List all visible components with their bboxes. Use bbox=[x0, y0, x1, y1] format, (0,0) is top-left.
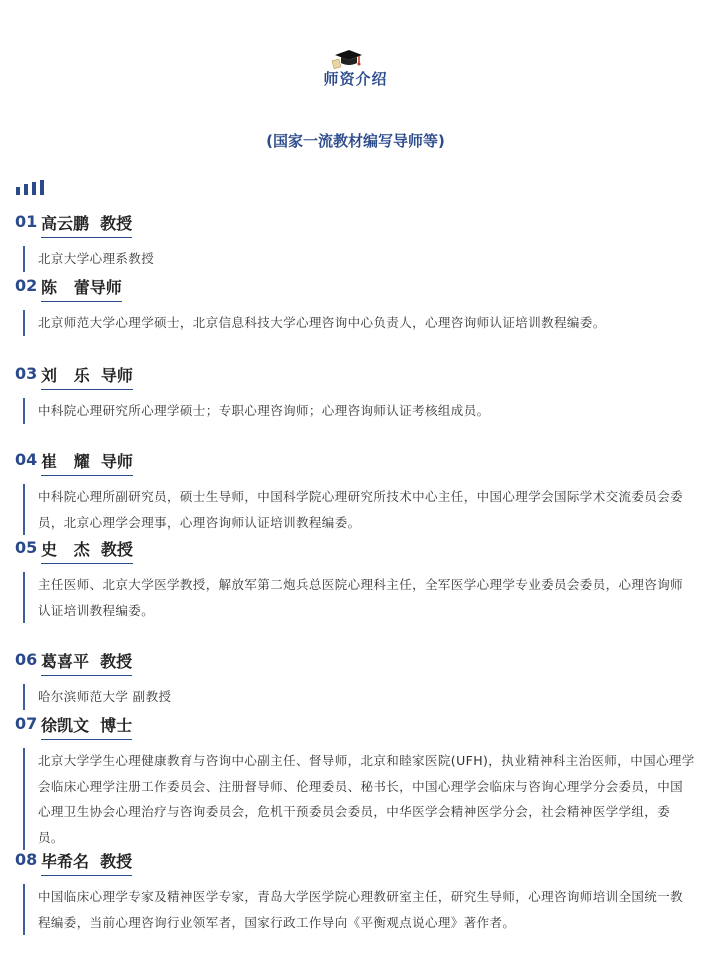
teacher-description: 哈尔滨师范大学 副教授 bbox=[38, 689, 172, 704]
teacher-entry bbox=[15, 274, 695, 336]
teacher-description: 北京大学学生心理健康教育与咨询中心副主任、督导师，北京和睦家医院(UFH)，执业精神科主治医师，中国心理学会临床心理学注册工作委员会、注册督导师、伦理委员、秘书长，中国心理学会临床与咨询心理学分会委员，中国心理卫生协会心理治疗与咨询委员会，危机干预委员会委员，中华医学会精神医学分会，社会精神医学学组，委员。 bbox=[38, 753, 695, 845]
page-subtitle: (国家一流教材编写导师等) bbox=[266, 132, 445, 150]
teacher-entry bbox=[15, 210, 695, 272]
teacher-name: 刘 乐 导师 bbox=[41, 363, 133, 390]
teacher-name: 史 杰 教授 bbox=[41, 537, 133, 564]
teacher-number: 07 bbox=[15, 714, 38, 733]
quote-bar bbox=[23, 572, 25, 623]
teacher-number: 03 bbox=[15, 364, 38, 383]
graduation-cap-icon bbox=[331, 46, 363, 70]
quote-bar bbox=[23, 310, 25, 336]
quote-bar bbox=[23, 884, 25, 935]
teacher-description: 北京师范大学心理学硕士，北京信息科技大学心理咨询中心负责人，心理咨询师认证培训教程编委。 bbox=[38, 315, 606, 330]
teacher-entry bbox=[15, 712, 695, 850]
teacher-number: 05 bbox=[15, 538, 38, 557]
teacher-description: 中国临床心理学专家及精神医学专家，青岛大学医学院心理教研室主任，研究生导师，心理咨询师培训全国统一教程编委，当前心理咨询行业领军者，国家行政工作导向《平衡观点说心理》著作者。 bbox=[38, 889, 684, 930]
teacher-number: 02 bbox=[15, 276, 38, 295]
teacher-entry bbox=[15, 448, 695, 535]
teacher-name: 崔 耀 导师 bbox=[41, 449, 133, 476]
signal-bars-icon bbox=[16, 180, 46, 195]
teacher-entry bbox=[15, 362, 695, 424]
page-title: 师资介绍 bbox=[323, 70, 388, 88]
quote-bar bbox=[23, 246, 25, 272]
teacher-entry bbox=[15, 648, 695, 710]
quote-bar bbox=[23, 748, 25, 850]
teacher-name: 毕希名 教授 bbox=[41, 849, 132, 876]
quote-bar bbox=[23, 484, 25, 535]
quote-bar bbox=[23, 684, 25, 710]
quote-bar bbox=[23, 398, 25, 424]
teacher-number: 04 bbox=[15, 450, 38, 469]
teacher-description: 中科院心理研究所心理学硕士；专职心理咨询师；心理咨询师认证考核组成员。 bbox=[38, 403, 490, 418]
teacher-name: 徐凯文 博士 bbox=[41, 713, 132, 740]
teacher-entry bbox=[15, 536, 695, 623]
teacher-name: 葛喜平 教授 bbox=[41, 649, 132, 676]
teacher-description: 中科院心理所副研究员，硕士生导师，中国科学院心理研究所技术中心主任，中国心理学会国际学术交流委员会委员，北京心理学会理事，心理咨询师认证培训教程编委。 bbox=[38, 489, 684, 530]
teacher-description: 北京大学心理系教授 bbox=[38, 251, 155, 266]
teacher-number: 08 bbox=[15, 850, 38, 869]
teacher-description: 主任医师、北京大学医学教授，解放军第二炮兵总医院心理科主任，全军医学心理学专业委员会委员，心理咨询师认证培训教程编委。 bbox=[38, 577, 684, 618]
teacher-name: 高云鹏 教授 bbox=[41, 211, 132, 238]
teacher-number: 01 bbox=[15, 212, 38, 231]
teacher-name: 陈 蕾导师 bbox=[41, 275, 122, 302]
teacher-entry bbox=[15, 848, 695, 935]
teacher-number: 06 bbox=[15, 650, 38, 669]
